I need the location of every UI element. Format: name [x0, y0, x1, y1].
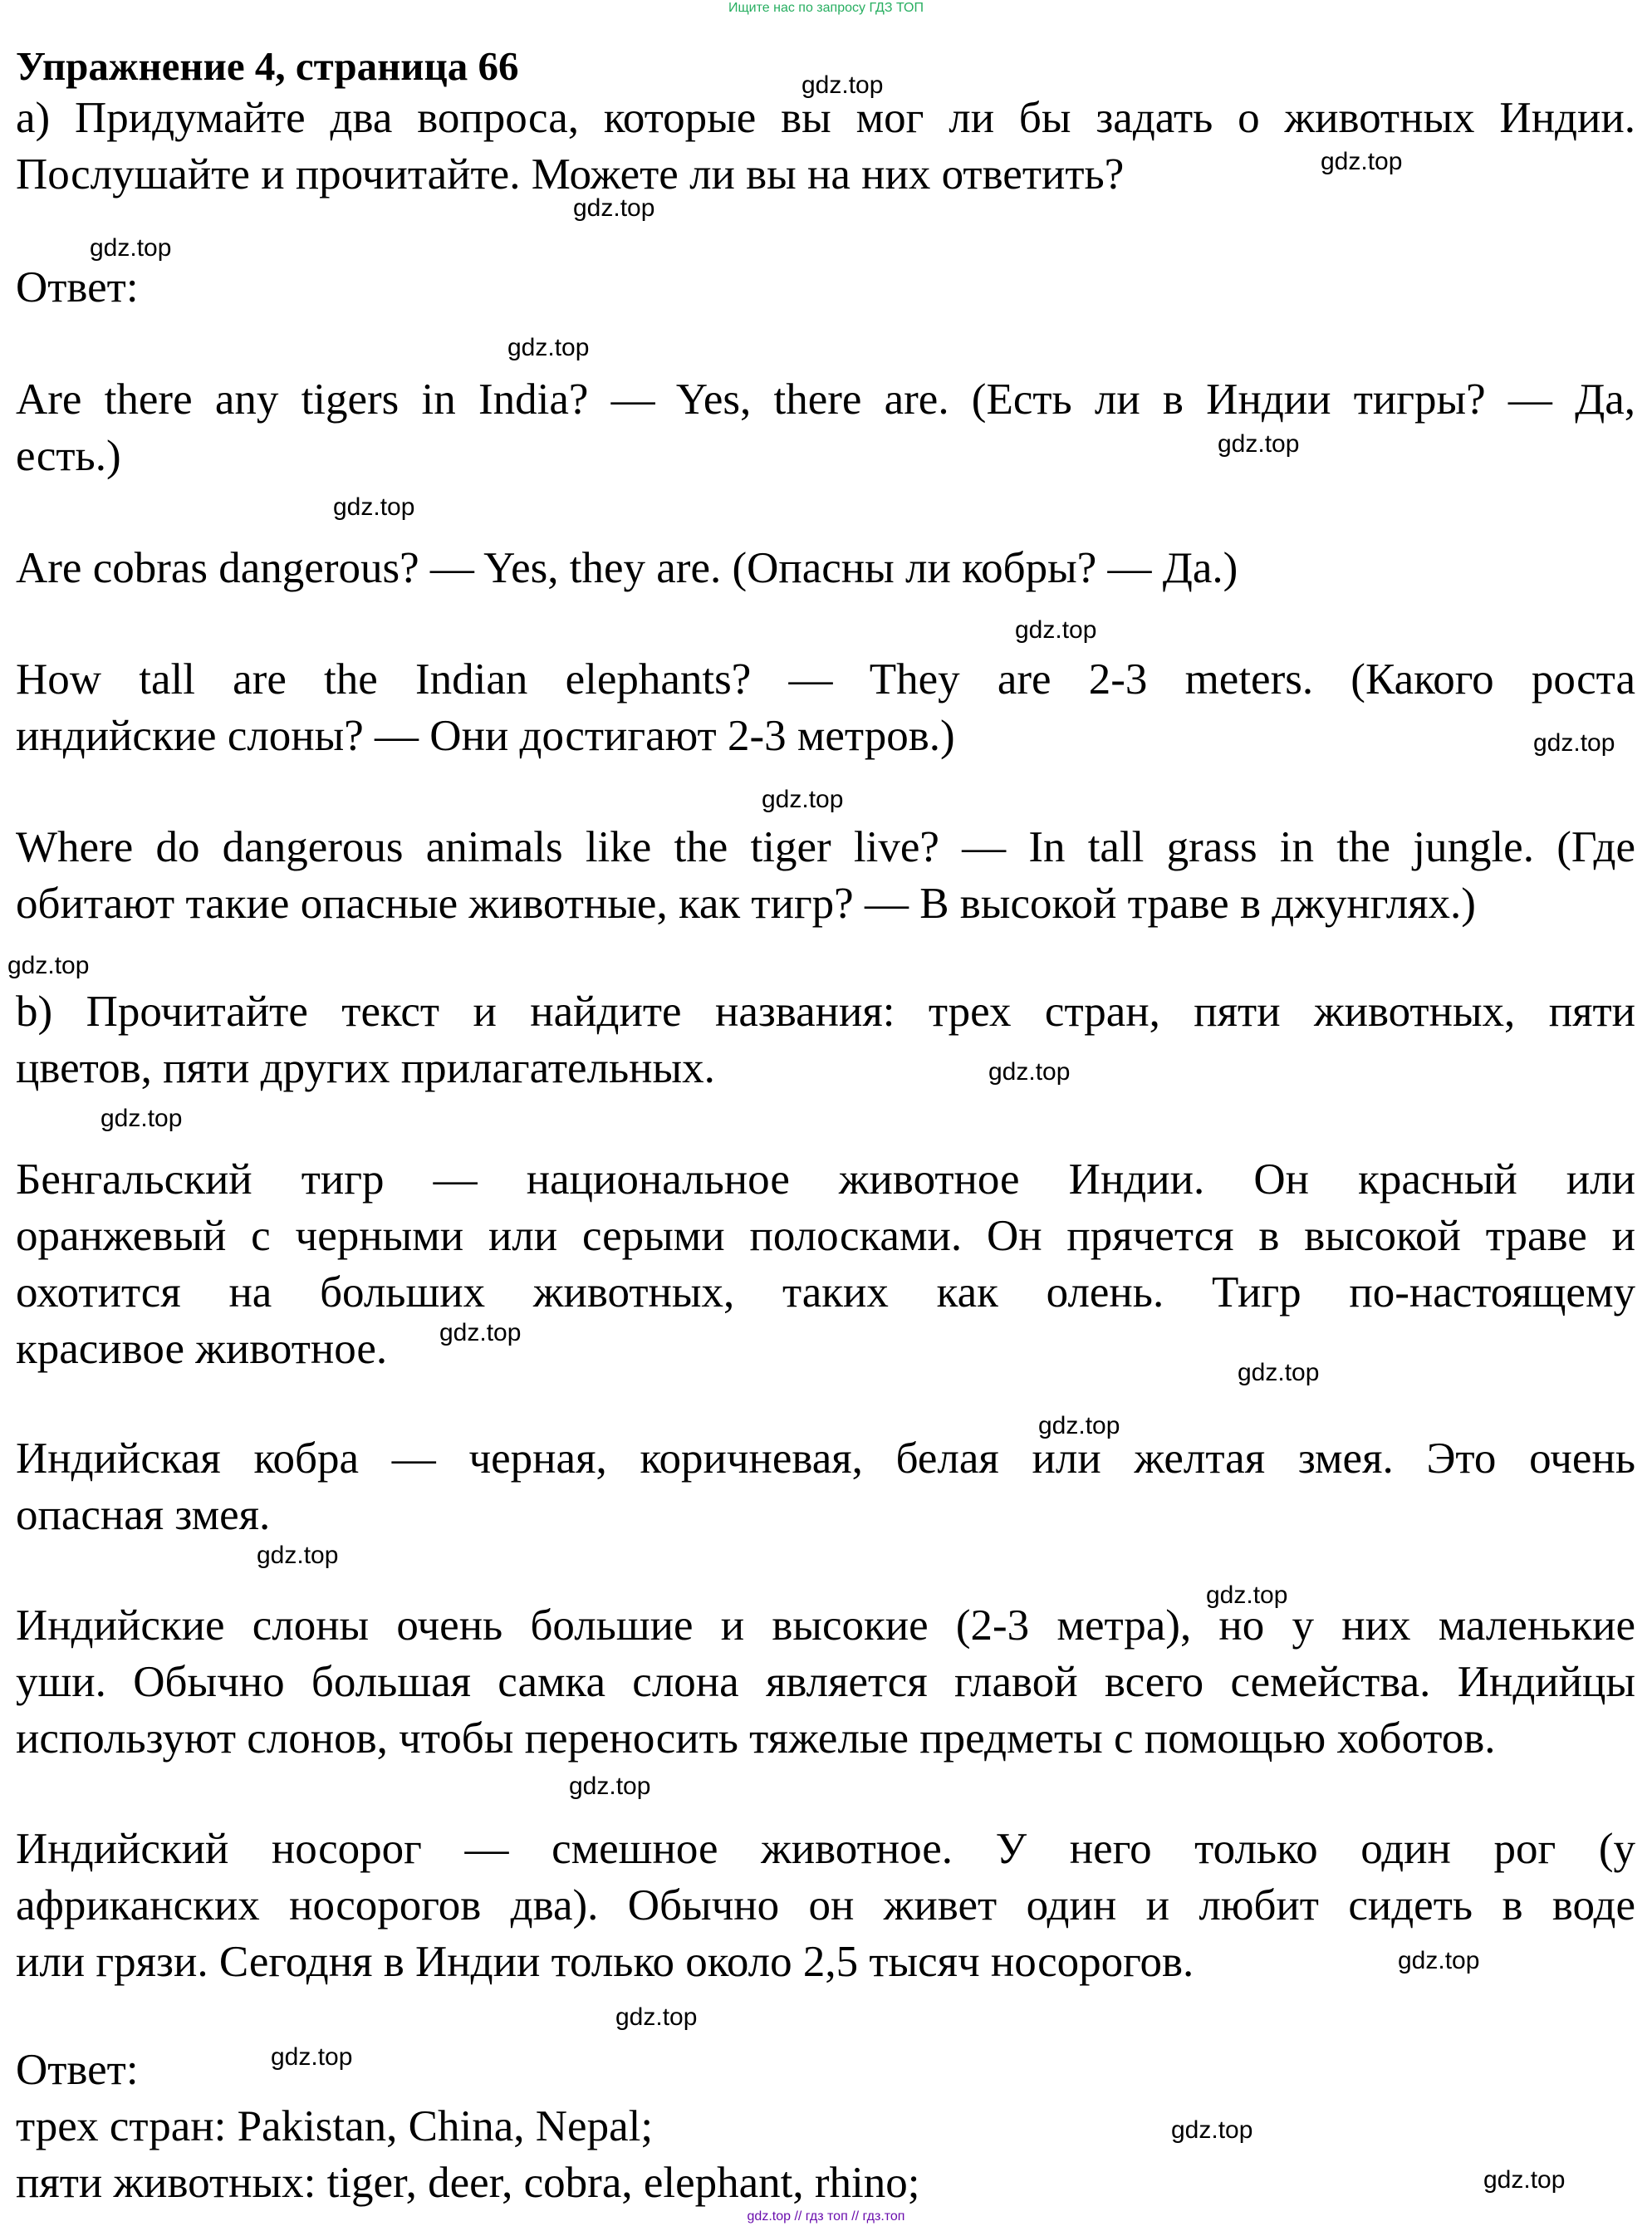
- text-line: Where do dangerous animals like the tiger live? — In tall grass in the jungle. (Где: [16, 823, 1635, 871]
- answer-countries: трех стран: Pakistan, China, Nepal;: [16, 2102, 654, 2150]
- task-b-text: [16, 983, 1635, 1096]
- task-a-text: [16, 90, 1635, 203]
- watermark: gdz.top: [762, 786, 844, 813]
- watermark: gdz.top: [801, 71, 884, 99]
- watermark: gdz.top: [100, 1105, 183, 1132]
- text-line: используют слонов, чтобы переносить тяжелые предметы с помощью хоботов.: [16, 1714, 1496, 1763]
- text-line: Индийские слоны очень большие и высокие (2-3 метра), но у них маленькие: [16, 1601, 1635, 1650]
- text-line: Are cobras dangerous? — Yes, they are. (Опасны ли кобры? — Да.): [16, 544, 1238, 592]
- text-line: оранжевый с черными или серыми полосками. Он прячется в высокой траве и: [16, 1212, 1635, 1260]
- watermark: gdz.top: [507, 334, 590, 361]
- text-line: Индийский носорог — смешное животное. У него только один рог (у: [16, 1825, 1635, 1873]
- watermark: gdz.top: [1238, 1359, 1320, 1386]
- watermark: gdz.top: [1015, 616, 1097, 644]
- text-line: Бенгальский тигр — национальное животное Индии. Он красный или: [16, 1155, 1635, 1204]
- watermark: gdz.top: [988, 1058, 1071, 1086]
- text-line: африканских носорогов два). Обычно он живет один и любит сидеть в воде: [16, 1881, 1635, 1929]
- watermark: gdz.top: [1321, 148, 1403, 175]
- text-line: охотится на больших животных, таких как олень. Тигр по-настоящему: [16, 1268, 1635, 1317]
- watermark: gdz.top: [1483, 2166, 1566, 2194]
- answer-label: [16, 259, 1635, 316]
- qa-item-elephants: [16, 651, 1635, 764]
- text-line: или грязи. Сегодня в Индии только около 2,5 тысяч носорогов.: [16, 1938, 1194, 1986]
- text-line: Послушайте и прочитайте. Можете ли вы на них ответить?: [16, 150, 1125, 199]
- watermark: gdz.top: [333, 493, 415, 521]
- text-line: цветов, пяти других прилагательных.: [16, 1044, 715, 1092]
- text-line: обитают такие опасные животные, как тигр? — В высокой траве в джунглях.): [16, 880, 1476, 928]
- watermark: gdz.top: [1218, 430, 1300, 458]
- watermark: gdz.top: [271, 2043, 353, 2071]
- watermark: gdz.top: [615, 2003, 698, 2031]
- answer-animals: пяти животных: tiger, deer, cobra, elephant, rhino;: [16, 2159, 920, 2207]
- text-line: индийские слоны? — Они достигают 2-3 метров.): [16, 712, 955, 760]
- watermark: gdz.top: [1038, 1412, 1120, 1439]
- text-line: Ответ:: [16, 263, 139, 311]
- answer-block: [16, 2042, 1635, 2211]
- watermark: gdz.top: [7, 952, 90, 979]
- text-line: опасная змея.: [16, 1491, 271, 1539]
- watermark: gdz.top: [1171, 2116, 1253, 2144]
- text-line: а) Придумайте два вопроса, которые вы мог ли бы задать о животных Индии.: [16, 94, 1635, 142]
- watermark: gdz.top: [1398, 1947, 1480, 1974]
- qa-item-habitat: [16, 819, 1635, 932]
- qa-item-cobras: [16, 540, 1635, 596]
- paragraph-elephants: [16, 1597, 1635, 1767]
- watermark: gdz.top: [569, 1773, 651, 1800]
- text-line: How tall are the Indian elephants? — They are 2-3 meters. (Какого роста: [16, 655, 1635, 704]
- text-line: уши. Обычно большая самка слона является главой всего семейства. Индийцы: [16, 1658, 1635, 1706]
- answer-label: Ответ:: [16, 2046, 139, 2094]
- paragraph-tiger: [16, 1151, 1635, 1377]
- watermark: gdz.top: [573, 194, 655, 222]
- text-line: b) Прочитайте текст и найдите названия: трех стран, пяти животных, пяти: [16, 988, 1635, 1036]
- footer-links[interactable]: gdz.top // гдз топ // гдз.топ: [747, 2209, 905, 2224]
- top-banner[interactable]: Ищите нас по запросу ГДЗ ТОП: [728, 1, 924, 15]
- text-line: красивое животное.: [16, 1325, 388, 1373]
- text-line: Are there any tigers in India? — Yes, there are. (Есть ли в Индии тигры? — Да,: [16, 375, 1635, 424]
- watermark: gdz.top: [257, 1542, 339, 1569]
- watermark: gdz.top: [1206, 1581, 1288, 1609]
- paragraph-cobra: [16, 1430, 1635, 1543]
- paragraph-rhino: [16, 1821, 1635, 1990]
- text-line: есть.): [16, 432, 121, 480]
- watermark: gdz.top: [90, 234, 172, 262]
- page-title: Упражнение 4, страница 66: [16, 43, 519, 89]
- qa-item-tigers: [16, 371, 1635, 484]
- watermark: gdz.top: [1533, 729, 1615, 757]
- watermark: gdz.top: [439, 1319, 522, 1346]
- text-line: Индийская кобра — черная, коричневая, белая или желтая змея. Это очень: [16, 1434, 1635, 1483]
